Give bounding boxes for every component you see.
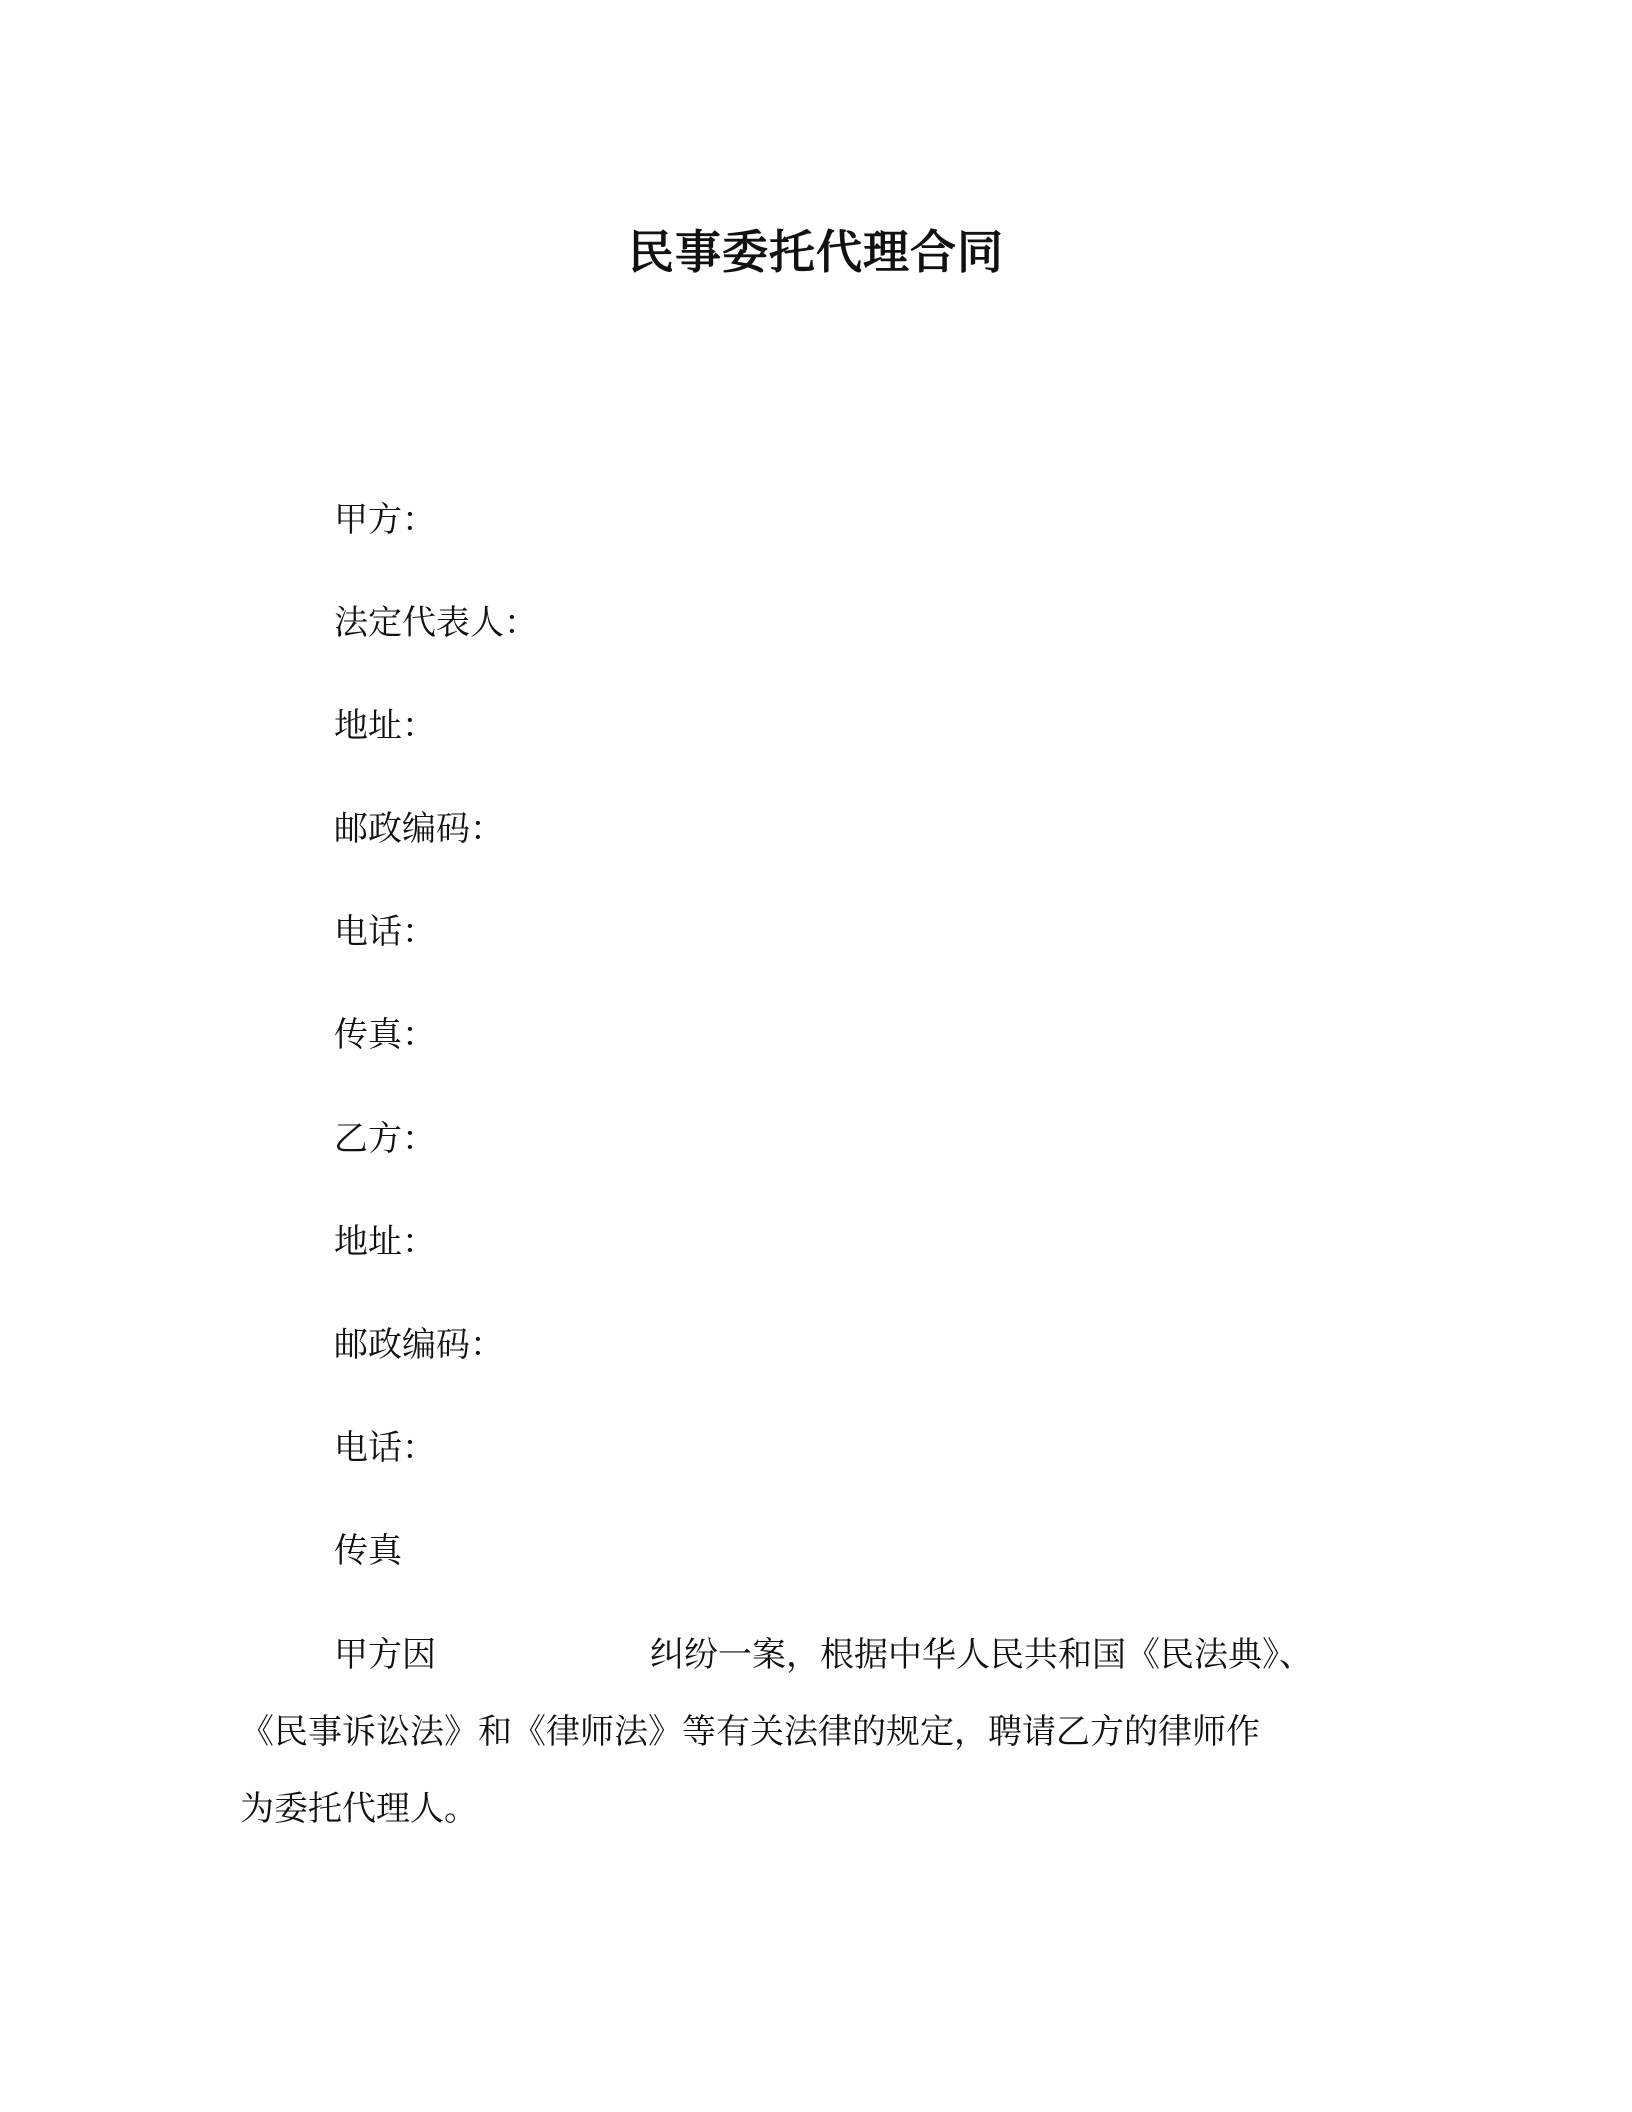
intro-line-1 — [334, 1632, 1313, 1678]
party-b-address-label: 地址： — [334, 1222, 436, 1262]
intro-line-2: 《民事诉讼法》和《律师法》等有关法律的规定，聘请乙方的律师作 — [240, 1712, 1260, 1752]
intro-line-1-end: 纠纷一案，根据中华人民共和国《民法典》、 — [650, 1635, 1313, 1675]
party-a-address-label: 地址： — [334, 706, 436, 746]
party-a-postcode-label: 邮政编码： — [334, 809, 504, 849]
party-a-legal-rep-label: 法定代表人： — [334, 603, 538, 643]
party-a-phone-label: 电话： — [334, 912, 436, 952]
party-a-label: 甲方： — [334, 500, 436, 540]
party-b-phone-label: 电话： — [334, 1428, 436, 1468]
intro-line-1-start: 甲方因 — [334, 1635, 436, 1675]
document-title: 民事委托代理合同 — [628, 225, 1004, 279]
party-b-label: 乙方： — [334, 1119, 436, 1159]
party-a-fax-label: 传真： — [334, 1015, 436, 1055]
party-b-postcode-label: 邮政编码： — [334, 1325, 504, 1365]
intro-line-3: 为委托代理人。 — [240, 1789, 478, 1829]
party-b-fax-label: 传真 — [334, 1531, 402, 1571]
